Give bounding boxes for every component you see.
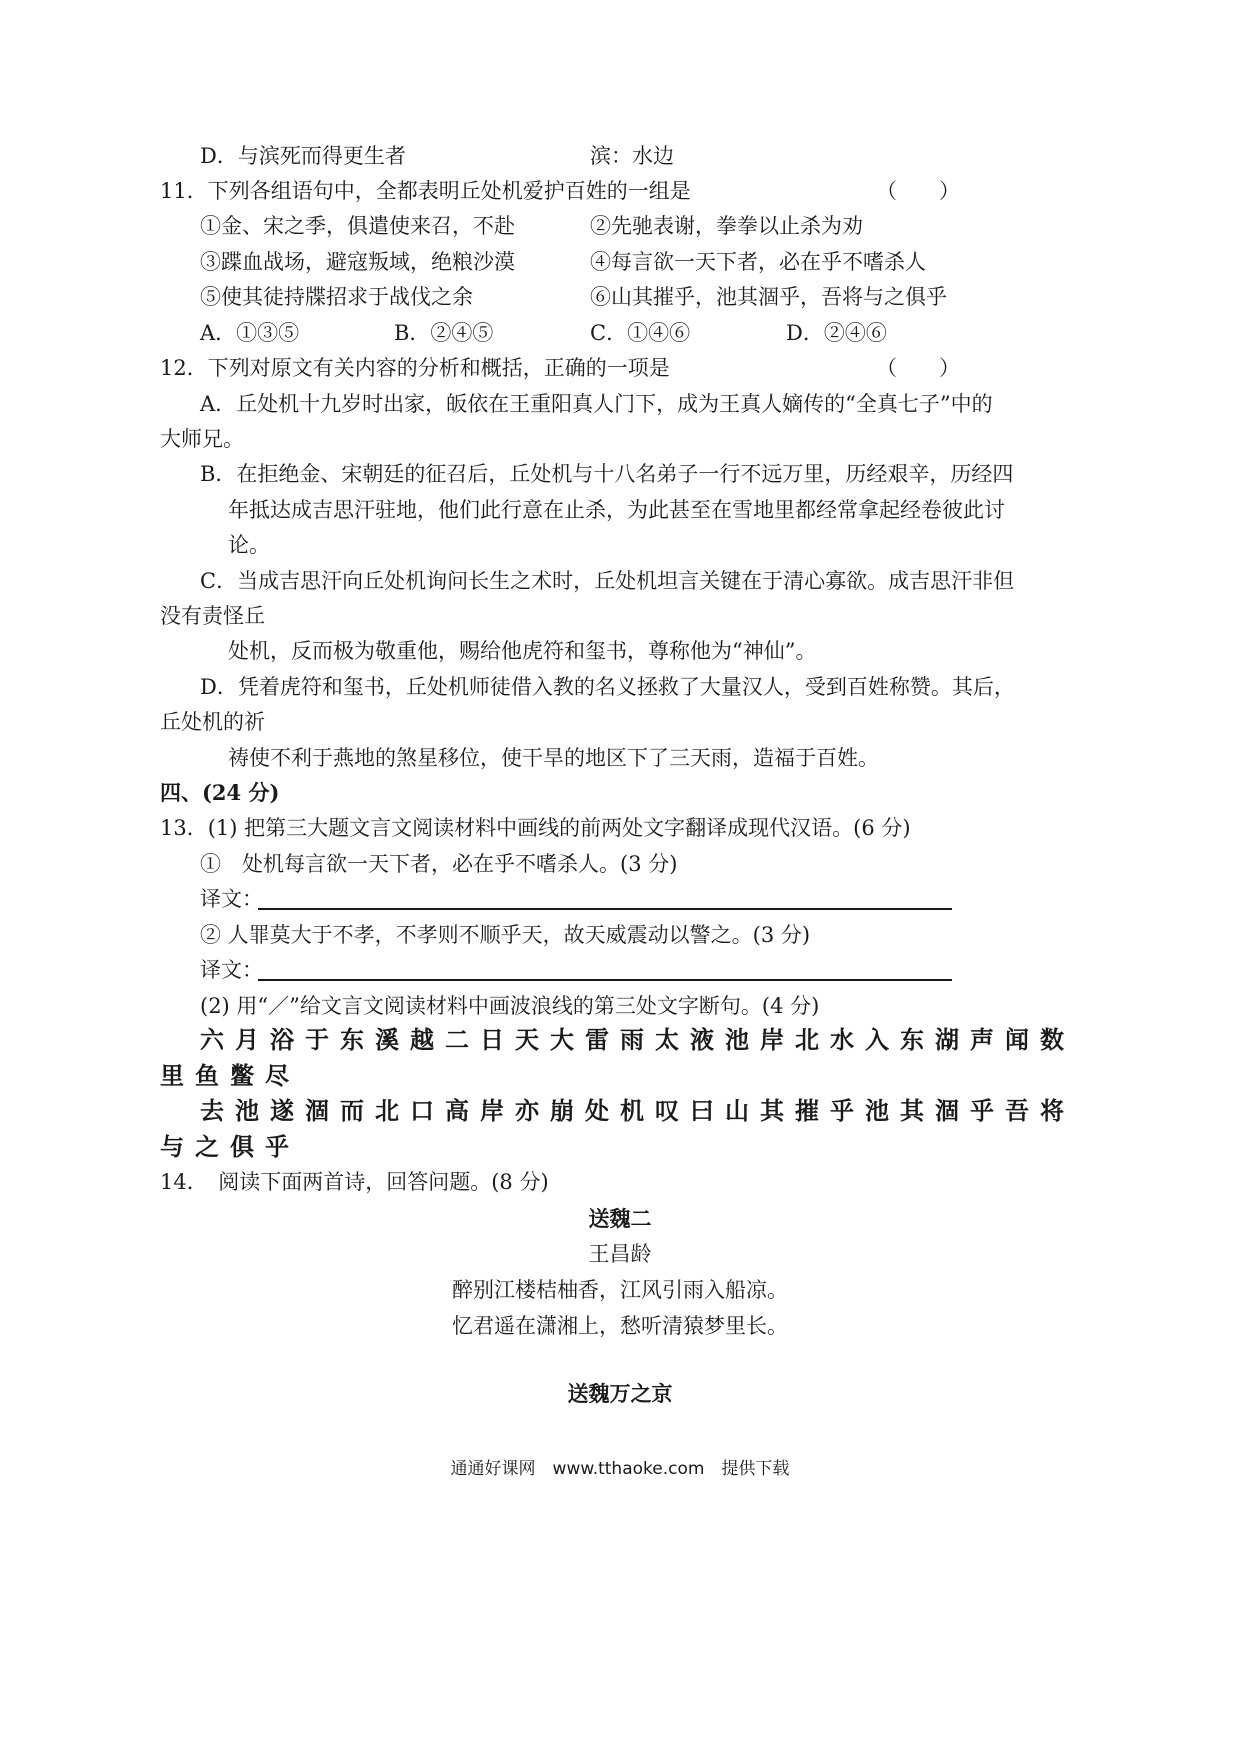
q13-punctuation-text-line1: 六月浴于东溪越二日天大雷雨太液池岸北水入东湖声闻数 <box>200 1026 1075 1054</box>
q12-option-b-line2: 年抵达成吉思汗驻地，他们此行意在止杀，为此甚至在雪地里都经常拿起经卷彼此讨 <box>228 498 1005 522</box>
q13-stem: 13．(1) 把第三大题文言文阅读材料中画线的前两处文字翻译成现代汉语。(6 分) <box>160 816 911 840</box>
q12-option-c-line1: C．当成吉思汗向丘处机询问长生之术时，丘处机坦言关键在于清心寡欲。成吉思汗非但 <box>200 569 1015 593</box>
q12-option-a-line2: 大师兄。 <box>160 427 244 451</box>
q11-item-6: ⑥山其摧乎，池其涸乎，吾将与之俱乎 <box>590 285 947 309</box>
q13-answer-line-2[interactable] <box>258 979 952 981</box>
q13-sentence-1: ① 处机每言欲一天下者，必在乎不嗜杀人。(3 分) <box>200 852 678 876</box>
q13-punctuation-text-line3: 去池遂涸而北口高岸亦崩处机叹曰山其摧乎池其涸乎吾将 <box>200 1097 1075 1125</box>
q12-option-d-line1: D．凭着虎符和玺书，丘处机师徒借入教的名义拯救了大量汉人，受到百姓称赞。其后， <box>200 675 1015 699</box>
poem1-line-2: 忆君遥在潇湘上，愁听清猿梦里长。 <box>452 1314 788 1338</box>
q13-translation-label-1: 译文： <box>200 887 263 911</box>
q13-part-2-instruction: (2) 用“／”给文言文阅读材料中画波浪线的第三处文字断句。(4 分) <box>200 994 820 1018</box>
q12-option-b-line3: 论。 <box>228 533 270 557</box>
q11-choice-a: A．①③⑤ <box>200 321 300 345</box>
page-footer: 通通好课网 www.tthaoke.com 提供下载 <box>450 1459 790 1479</box>
poem1-title: 送魏二 <box>588 1207 652 1231</box>
q13-translation-label-2: 译文： <box>200 958 263 982</box>
q11-choice-c: C．①④⑥ <box>590 321 691 345</box>
q13-punctuation-text-line2: 里鱼鳖尽 <box>160 1062 300 1090</box>
q12-option-c-line2: 没有责怪丘 <box>160 604 265 628</box>
q11-choice-b: B．②④⑤ <box>394 321 494 345</box>
q10-option-d: D．与滨死而得更生者 <box>200 144 406 168</box>
q11-item-3: ③蹀血战场，避寇叛域，绝粮沙漠 <box>200 250 515 274</box>
q12-option-d-line2: 丘处机的祈 <box>160 710 265 734</box>
poem2-title: 送魏万之京 <box>567 1382 673 1406</box>
q13-answer-line-1[interactable] <box>258 908 952 910</box>
section-four-heading: 四、(24 分) <box>160 780 280 805</box>
q11-item-4: ④每言欲一天下者，必在乎不嗜杀人 <box>590 250 926 274</box>
q12-answer-paren: （ ） <box>876 356 960 380</box>
q11-choice-d: D．②④⑥ <box>786 321 887 345</box>
q11-item-1: ①金、宋之季，俱遣使来召，不赴 <box>200 214 515 238</box>
q13-punctuation-text-line4: 与之俱乎 <box>160 1133 300 1161</box>
q12-option-c-line3: 处机，反而极为敬重他，赐给他虎符和玺书，尊称他为“神仙”。 <box>228 639 817 663</box>
poem1-line-1: 醉别江楼桔柚香，江风引雨入船凉。 <box>452 1278 788 1302</box>
q10-option-d-note: 滨：水边 <box>590 144 674 168</box>
q12-stem: 12．下列对原文有关内容的分析和概括，正确的一项是 <box>160 356 670 380</box>
q11-item-5: ⑤使其徒持牒招求于战伐之余 <box>200 285 473 309</box>
q13-sentence-2: ② 人罪莫大于不孝，不孝则不顺乎天，故天威震动以警之。(3 分) <box>200 923 811 947</box>
q12-option-d-line3: 祷使不利于燕地的煞星移位，使干旱的地区下了三天雨，造福于百姓。 <box>228 746 879 770</box>
q11-answer-paren: （ ） <box>876 179 960 203</box>
q11-item-2: ②先驰表谢，拳拳以止杀为劝 <box>590 214 863 238</box>
q12-option-a-line1: A．丘处机十九岁时出家，皈依在王重阳真人门下，成为王真人嫡传的“全真七子”中的 <box>200 392 993 416</box>
q14-stem: 14． 阅读下面两首诗，回答问题。(8 分) <box>160 1170 549 1194</box>
q12-option-b-line1: B．在拒绝金、宋朝廷的征召后，丘处机与十八名弟子一行不远万里，历经艰辛，历经四 <box>200 462 1014 486</box>
q11-stem: 11．下列各组语句中，全都表明丘处机爱护百姓的一组是 <box>160 179 691 203</box>
poem1-author: 王昌龄 <box>588 1242 652 1266</box>
